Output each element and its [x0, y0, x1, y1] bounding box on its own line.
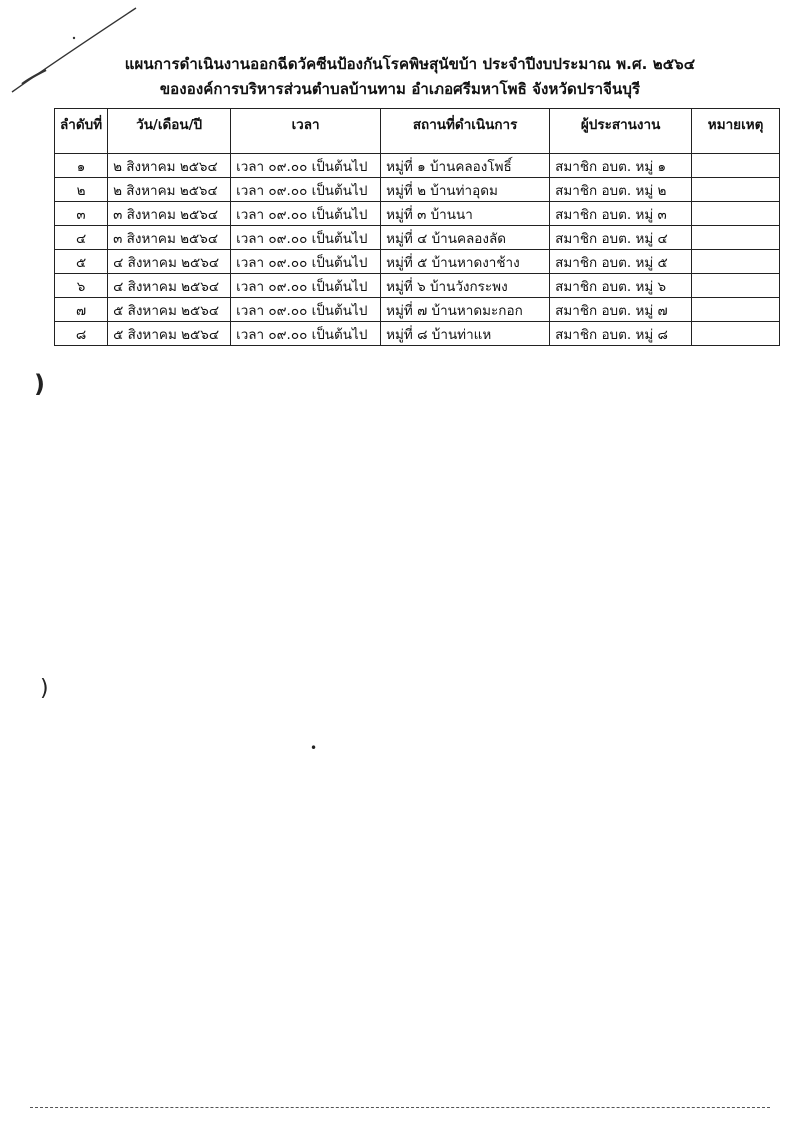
cell-coordinator: สมาชิก อบต. หมู่ ๑ [550, 154, 692, 178]
table-row [55, 298, 780, 322]
header-place: สถานที่ดำเนินการ [381, 109, 550, 154]
header-note: หมายเหตุ [692, 109, 780, 154]
cell-coordinator: สมาชิก อบต. หมู่ ๖ [550, 274, 692, 298]
table-header-row [55, 109, 780, 154]
cell-seq: ๕ [55, 250, 108, 274]
cell-note [692, 202, 780, 226]
speck-mark: • [310, 741, 318, 755]
cell-coordinator: สมาชิก อบต. หมู่ ๒ [550, 178, 692, 202]
cell-time: เวลา ๐๙.๐๐ เป็นต้นไป [231, 322, 381, 346]
cell-coordinator: สมาชิก อบต. หมู่ ๔ [550, 226, 692, 250]
cell-time: เวลา ๐๙.๐๐ เป็นต้นไป [231, 274, 381, 298]
cell-note [692, 322, 780, 346]
header-coordinator: ผู้ประสานงาน [550, 109, 692, 154]
header-seq: ลำดับที่ [55, 109, 108, 154]
cell-place: หมู่ที่ ๖ บ้านวังกระพง [381, 274, 550, 298]
cell-place: หมู่ที่ ๘ บ้านท่าแห [381, 322, 550, 346]
cell-place: หมู่ที่ ๓ บ้านนา [381, 202, 550, 226]
cell-seq: ๘ [55, 322, 108, 346]
table-row [55, 274, 780, 298]
punch-hole-mark-lower: ) [40, 676, 49, 701]
cell-date: ๓ สิงหาคม ๒๕๖๔ [108, 226, 231, 250]
cell-place: หมู่ที่ ๗ บ้านหาดมะกอก [381, 298, 550, 322]
punch-hole-mark-upper: ) [34, 370, 45, 398]
header-date: วัน/เดือน/ปี [108, 109, 231, 154]
cell-time: เวลา ๐๙.๐๐ เป็นต้นไป [231, 202, 381, 226]
cell-coordinator: สมาชิก อบต. หมู่ ๕ [550, 250, 692, 274]
cell-date: ๒ สิงหาคม ๒๕๖๔ [108, 178, 231, 202]
document-title: แผนการดำเนินงานออกฉีดวัคซีนป้องกันโรคพิษสุนัขบ้า ประจำปีงบประมาณ พ.ศ. ๒๕๖๔ [124, 55, 696, 73]
table-row [55, 250, 780, 274]
cell-seq: ๒ [55, 178, 108, 202]
cell-note [692, 178, 780, 202]
cell-note [692, 274, 780, 298]
cell-note [692, 226, 780, 250]
cell-date: ๕ สิงหาคม ๒๕๖๔ [108, 298, 231, 322]
cell-place: หมู่ที่ ๑ บ้านคลองโพธิ์ [381, 154, 550, 178]
cell-date: ๔ สิงหาคม ๒๕๖๔ [108, 274, 231, 298]
table-row [55, 322, 780, 346]
table-row [55, 226, 780, 250]
header-time: เวลา [231, 109, 381, 154]
cell-time: เวลา ๐๙.๐๐ เป็นต้นไป [231, 298, 381, 322]
cell-coordinator: สมาชิก อบต. หมู่ ๓ [550, 202, 692, 226]
table-row [55, 154, 780, 178]
cell-date: ๒ สิงหาคม ๒๕๖๔ [108, 154, 231, 178]
cell-place: หมู่ที่ ๒ บ้านท่าอุดม [381, 178, 550, 202]
cell-coordinator: สมาชิก อบต. หมู่ ๗ [550, 298, 692, 322]
cell-date: ๓ สิงหาคม ๒๕๖๔ [108, 202, 231, 226]
cell-time: เวลา ๐๙.๐๐ เป็นต้นไป [231, 154, 381, 178]
cell-place: หมู่ที่ ๔ บ้านคลองลัด [381, 226, 550, 250]
cell-seq: ๔ [55, 226, 108, 250]
bottom-scan-line [30, 1107, 770, 1108]
table-row [55, 202, 780, 226]
cell-seq: ๑ [55, 154, 108, 178]
cell-time: เวลา ๐๙.๐๐ เป็นต้นไป [231, 250, 381, 274]
cell-time: เวลา ๐๙.๐๐ เป็นต้นไป [231, 178, 381, 202]
cell-date: ๔ สิงหาคม ๒๕๖๔ [108, 250, 231, 274]
cell-date: ๕ สิงหาคม ๒๕๖๔ [108, 322, 231, 346]
table-row [55, 178, 780, 202]
cell-seq: ๖ [55, 274, 108, 298]
cell-seq: ๗ [55, 298, 108, 322]
cell-time: เวลา ๐๙.๐๐ เป็นต้นไป [231, 226, 381, 250]
cell-note [692, 298, 780, 322]
document-subtitle: ขององค์การบริหารส่วนตำบลบ้านทาม อำเภอศรีมหาโพธิ จังหวัดปราจีนบุรี [159, 80, 641, 98]
cell-note [692, 250, 780, 274]
cell-seq: ๓ [55, 202, 108, 226]
cell-note [692, 154, 780, 178]
cell-place: หมู่ที่ ๕ บ้านหาดงาช้าง [381, 250, 550, 274]
vaccination-schedule-table [54, 108, 780, 346]
cell-coordinator: สมาชิก อบต. หมู่ ๘ [550, 322, 692, 346]
